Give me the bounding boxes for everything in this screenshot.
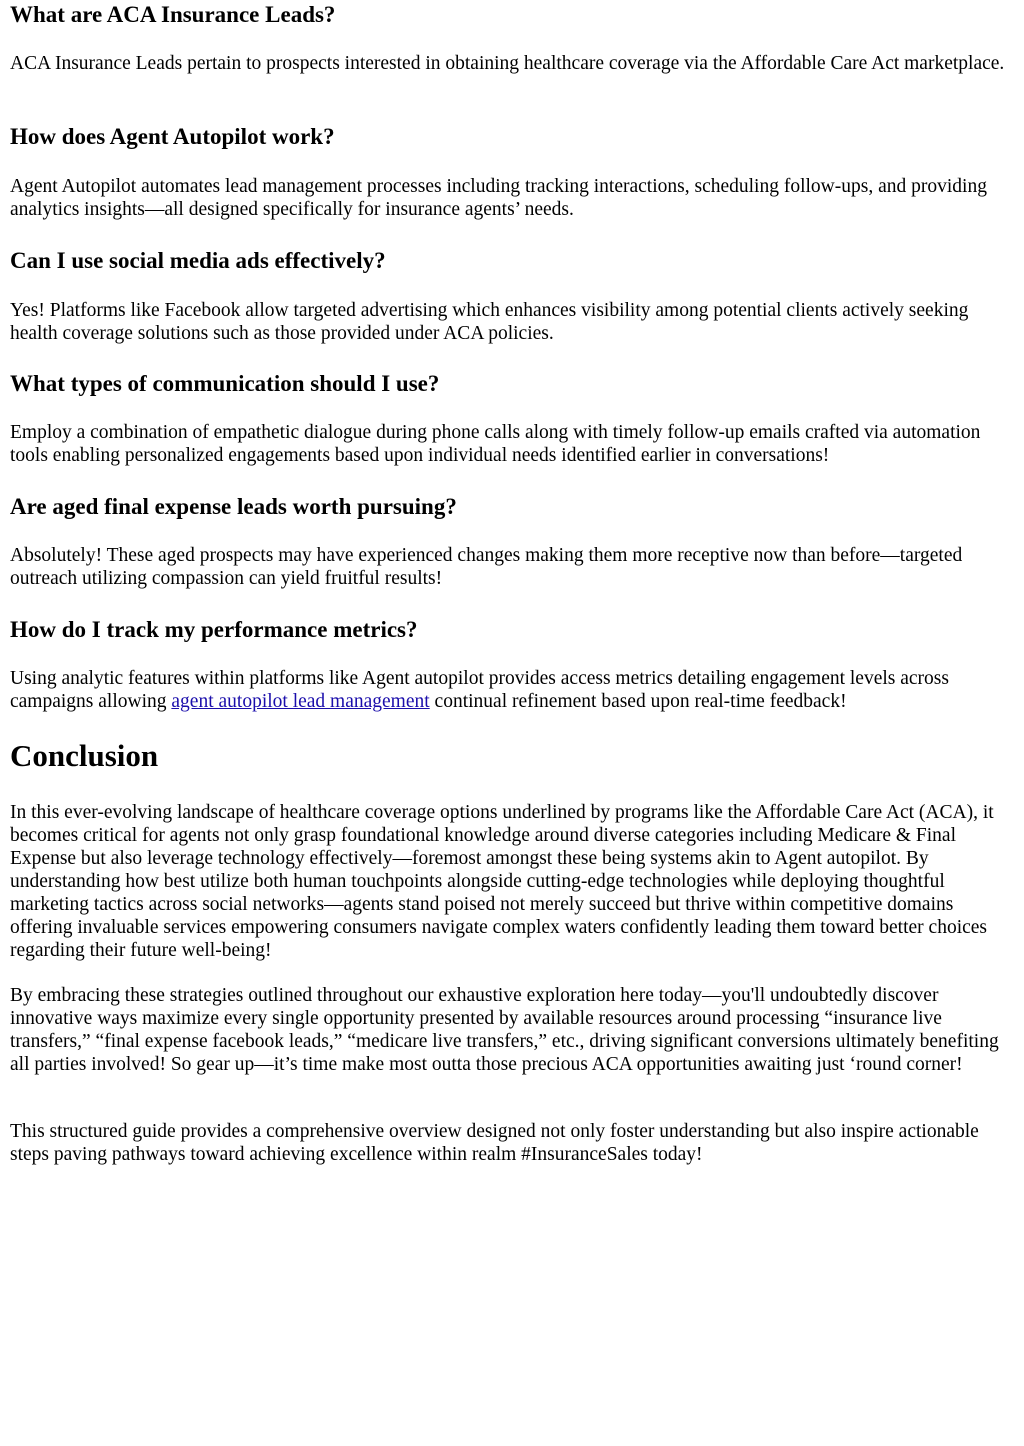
faq-answer: Agent Autopilot automates lead management processes including tracking interactions, scheduling follow-ups, and providing analytics insights—all designed specifically for insurance agents’ needs. — [10, 176, 987, 220]
faq-answer — [10, 667, 1014, 713]
faq-question: What are ACA Insurance Leads? — [10, 2, 336, 27]
answer-text-after-link: continual refinement based upon real-time feedback! — [429, 691, 847, 712]
faq-question: Are aged final expense leads worth pursuing? — [10, 494, 457, 519]
answer-text-before-link: Using analytic features within platforms like Agent autopilot provides access metrics detailing engagement levels across campaigns allowing — [10, 668, 949, 712]
faq-question: How do I track my performance metrics? — [10, 617, 418, 642]
conclusion-paragraph: In this ever-evolving landscape of healthcare coverage options underlined by programs like the Affordable Care Act (ACA), it becomes critical for agents not only grasp foundational knowledge around diverse categories including Medicare & Final Expense but also leverage technology effectively—foremost amongst these being systems akin to Agent autopilot. By understanding how best utilize both human touchpoints alongside cutting-edge technologies while deploying thoughtful marketing tactics across social networks—agents stand poised not merely succeed but thrive within competitive domains offering invaluable services empowering consumers navigate complex waters confidently leading them toward better choices regarding their future well-being! — [10, 802, 994, 961]
faq-question: How does Agent Autopilot work? — [10, 124, 335, 149]
conclusion-heading: Conclusion — [10, 738, 159, 773]
faq-question: What types of communication should I use? — [10, 371, 440, 396]
conclusion-paragraph: This structured guide provides a comprehensive overview designed not only foster understanding but also inspire actionable steps paving pathways toward achieving excellence within realm #InsuranceSales today! — [10, 1121, 979, 1165]
faq-answer: Employ a combination of empathetic dialogue during phone calls along with timely follow-up emails crafted via automation tools enabling personalized engagements based upon individual needs identified earlier in conversations! — [10, 422, 981, 466]
faq-answer: ACA Insurance Leads pertain to prospects interested in obtaining healthcare coverage via the Affordable Care Act marketplace. — [10, 53, 1005, 74]
conclusion-paragraph: By embracing these strategies outlined throughout our exhaustive exploration here today—you'll undoubtedly discover innovative ways maximize every single opportunity presented by available resources around processing “insurance live transfers,” “final expense facebook leads,” “medicare live transfers,” etc., driving significant conversions ultimately benefiting all parties involved! So gear up—it’s time make most outta those precious ACA opportunities awaiting just ‘round corner! — [10, 985, 999, 1075]
faq-answer: Absolutely! These aged prospects may have experienced changes making them more receptive now than before—targeted outreach utilizing compassion can yield fruitful results! — [10, 545, 963, 589]
faq-answer: Yes! Platforms like Facebook allow targeted advertising which enhances visibility among potential clients actively seeking health coverage solutions such as those provided under ACA policies. — [10, 300, 969, 344]
agent-autopilot-lead-management-link[interactable]: agent autopilot lead management — [171, 691, 430, 712]
faq-question: Can I use social media ads effectively? — [10, 248, 386, 273]
